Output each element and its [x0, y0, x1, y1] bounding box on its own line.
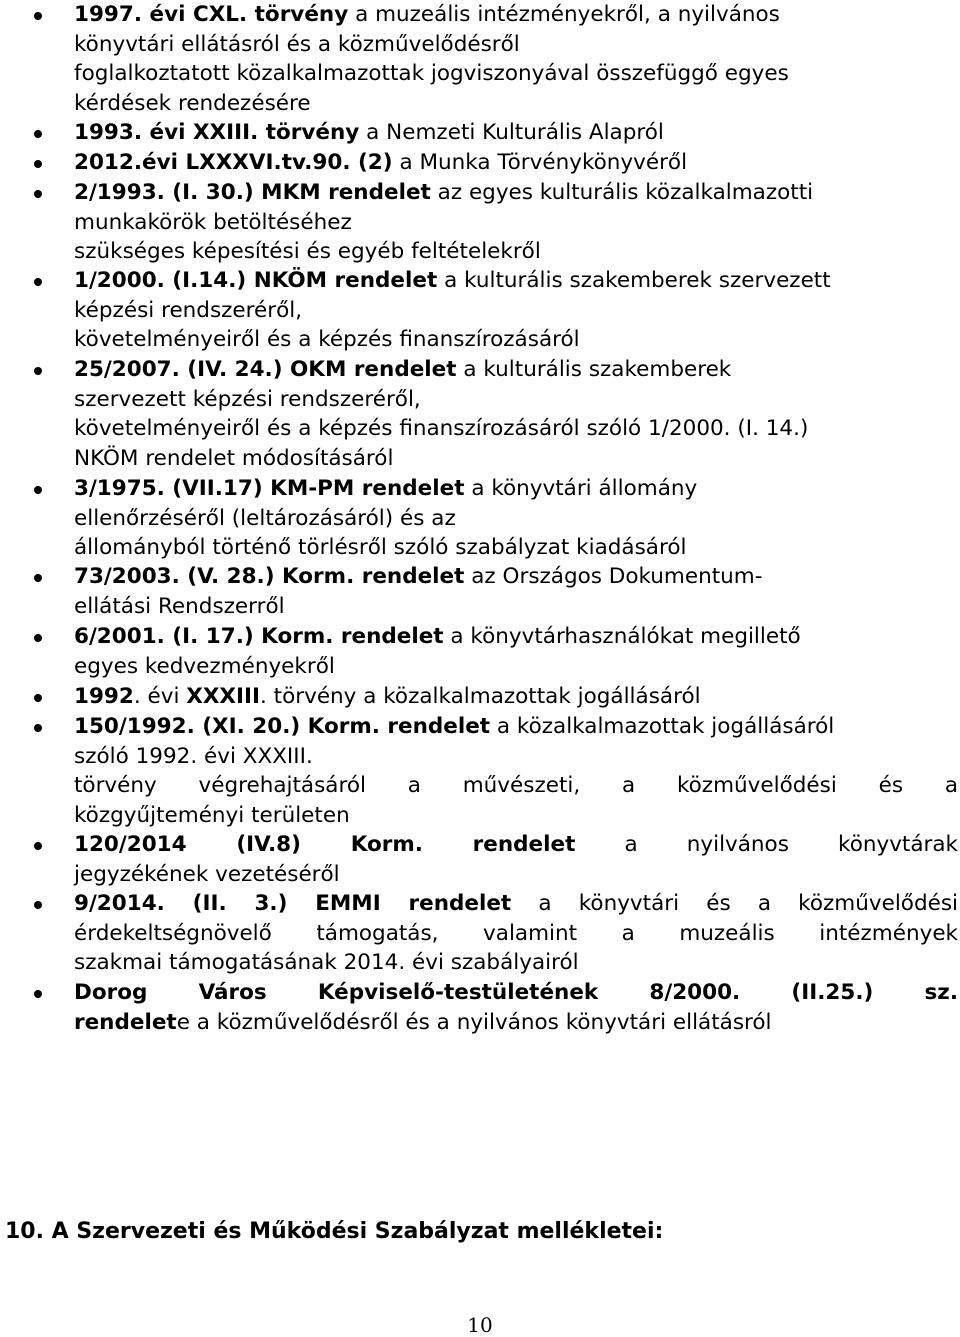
text: közgyűjteményi területen — [74, 802, 350, 828]
text: a kulturális szakemberek szervezett — [437, 268, 831, 293]
bold-text: 150/1992. (XI. 20.) Korm. rendelet — [74, 714, 491, 739]
bold-text: Dorog Város Képviselő-testületének 8/2000. (II.25.) sz. — [74, 980, 958, 1005]
text: szervezett képzési rendszeréről, — [74, 386, 421, 412]
bold-text: 3/1975. (VII.17) KM-PM rendelet — [74, 476, 465, 501]
list-item-line — [74, 978, 958, 1008]
bold-text: 1997. évi CXL. törvény — [74, 2, 349, 27]
text: . évi — [133, 684, 187, 709]
bold-text: 9/2014. (II. 3.) EMMI rendelet — [74, 891, 512, 916]
text: a könyvtárhasználókat megillető — [443, 624, 801, 649]
list-item-line — [74, 801, 350, 831]
text: képzési rendszeréről, — [74, 297, 303, 323]
bold-text: 25/2007. (IV. 24.) OKM rendelet — [74, 357, 457, 382]
bullet-icon — [34, 901, 42, 909]
list-item-line — [74, 682, 701, 712]
bold-text: 2012.évi LXXXVI.tv.90. — [74, 150, 351, 175]
list-item-line — [74, 208, 352, 238]
bold-text: 2/1993. (I. 30.) MKM rendelet — [74, 180, 431, 205]
text: kérdések rendezésére — [74, 90, 311, 116]
list-item-line — [74, 355, 731, 385]
list-item-line — [74, 652, 335, 682]
text: ellátási Rendszerről — [74, 593, 285, 619]
text: a közalkalmazottak jogállásáról — [490, 714, 835, 739]
list-item-line — [74, 118, 664, 148]
list-item-line — [74, 385, 421, 415]
list-item-line — [74, 266, 831, 296]
bold-text: 1992 — [74, 684, 134, 709]
list-item-line — [74, 742, 313, 772]
text: a Munka Törvénykönyvéről — [392, 150, 688, 175]
bold-text: 1/2000. (I.14.) NKÖM rendelet — [74, 268, 438, 293]
bullet-icon — [34, 634, 42, 642]
list-item-line — [74, 296, 302, 326]
list-item-line — [74, 889, 958, 919]
list-item-line — [74, 474, 697, 504]
text: e a közművelődésről és a nyilvános könyvtári ellátásról — [176, 1009, 772, 1035]
bullet-icon — [34, 842, 42, 850]
list-item-line — [74, 948, 579, 978]
section-heading: 10. A Szervezeti és Működési Szabályzat mellékletei: — [5, 1219, 664, 1244]
list-item-line — [74, 592, 285, 622]
text: szakmai támogatásának 2014. évi szabályairól — [74, 950, 579, 976]
list-item-line — [74, 919, 958, 949]
text: az egyes kulturális közalkalmazotti — [430, 180, 814, 205]
list-item-line — [74, 325, 580, 355]
list-item-line — [74, 414, 808, 444]
list-item-line — [74, 59, 789, 89]
bullet-icon — [34, 990, 42, 998]
list-item-line — [74, 562, 763, 592]
bullet-icon — [34, 160, 42, 168]
text: ellenőrzéséről (leltározásáról) és az — [74, 505, 456, 531]
text: a könyvtári állomány — [464, 476, 698, 501]
text: érdekeltségnövelő támogatás, valamint a muzeális intézmények — [74, 920, 958, 946]
text: törvény végrehajtásáról a művészeti, a közművelődési és a — [74, 773, 958, 799]
list-item-line — [74, 712, 834, 742]
text: szóló 1992. évi XXXIII. — [74, 743, 313, 769]
text: a könyvtári és a közművelődési — [511, 891, 958, 916]
bold-text: 120/2014 (IV.8) Korm. rendelet — [74, 832, 576, 857]
bold-text: XXXIII — [186, 684, 261, 709]
page-number: 10 — [467, 1313, 493, 1337]
text: követelményeiről és a képzés finanszírozásáról — [74, 327, 580, 353]
list-item-line — [74, 533, 686, 563]
bold-text: 6/2001. (I. 17.) Korm. rendelet — [74, 624, 444, 649]
bullet-icon — [34, 12, 42, 20]
bold-text: rendelet — [74, 1009, 177, 1035]
text: jegyzékének vezetéséről — [74, 861, 340, 887]
list-item-line — [74, 504, 456, 534]
bullet-icon — [34, 367, 42, 375]
text: az Országos Dokumentum- — [464, 564, 763, 589]
list-item-line — [74, 830, 958, 860]
bullet-icon — [34, 574, 42, 582]
text: foglalkoztatott közalkalmazottak jogviszonyával összefüggő egyes — [74, 61, 789, 87]
bullet-icon — [34, 724, 42, 732]
text: munkakörök betöltéséhez — [74, 209, 352, 235]
bullet-icon — [34, 694, 42, 702]
text: állományból történő törlésről szóló szabályzat kiadásáról — [74, 535, 687, 561]
list-item-line — [74, 148, 687, 178]
text: a Nemzeti Kulturális Alapról — [359, 120, 664, 145]
list-item-line — [74, 444, 393, 474]
bullet-icon — [34, 190, 42, 198]
list-item-line — [74, 622, 801, 652]
bold-text: 1993. évi XXIII. törvény — [74, 120, 360, 145]
list-item-line — [74, 30, 520, 60]
bullet-icon — [34, 278, 42, 286]
bullet-icon — [34, 130, 42, 138]
bold-text: 73/2003. (V. 28.) Korm. rendelet — [74, 564, 465, 589]
text: a muzeális intézményekről, a nyilvános — [348, 2, 780, 27]
text: . törvény a közalkalmazottak jogállásáról — [260, 684, 701, 709]
list-item-line — [74, 89, 311, 119]
text: szükséges képesítési és egyéb feltételekről — [74, 239, 541, 265]
text: a kulturális szakemberek — [456, 357, 732, 382]
list-item-line — [74, 178, 813, 208]
text: NKÖM rendelet módosításáról — [74, 445, 394, 471]
list-item-line — [74, 0, 780, 30]
list-item-line — [74, 237, 541, 267]
list-item-line — [74, 771, 958, 801]
list-item-line — [74, 1008, 772, 1038]
text: a nyilvános könyvtárak — [575, 832, 958, 857]
text: egyes kedvezményekről — [74, 653, 335, 679]
bullet-icon — [34, 486, 42, 494]
text: követelményeiről és a képzés finanszírozásáról szóló 1/2000. (I. 14.) — [74, 416, 809, 442]
text: könyvtári ellátásról és a közművelődésről — [74, 31, 520, 57]
list-item-line — [74, 860, 340, 890]
bold-text: (2) — [350, 150, 393, 175]
